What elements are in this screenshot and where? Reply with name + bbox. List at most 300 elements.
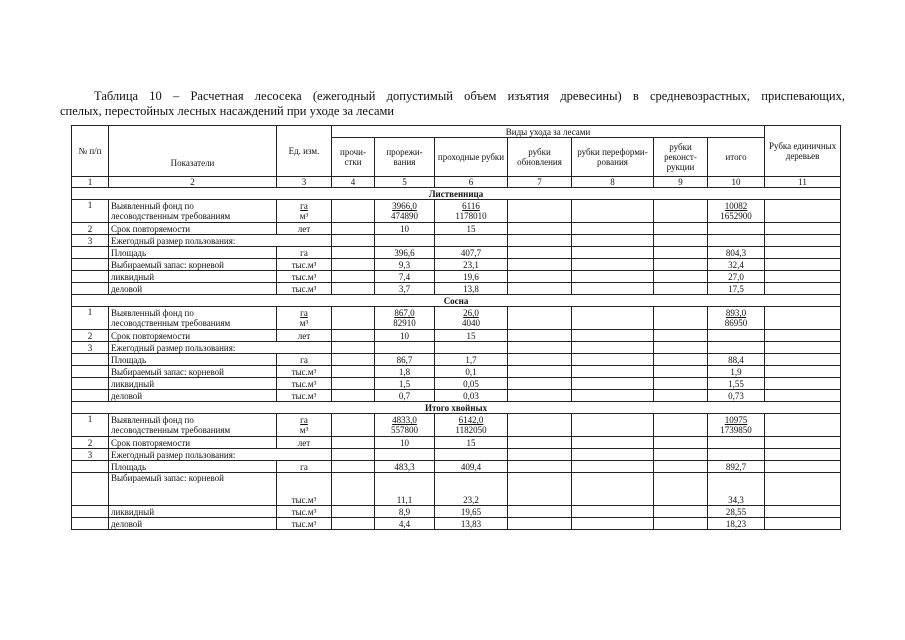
row-label-line: Выявленный фонд по bbox=[111, 308, 194, 318]
table-caption bbox=[60, 89, 845, 119]
empty-cell bbox=[572, 473, 654, 506]
row-unit bbox=[277, 414, 332, 437]
prorezh-cell bbox=[375, 414, 435, 437]
caption-line-2: спелых, перестойных лесных насаждений при уходе за лесами bbox=[60, 104, 395, 118]
empty-cell bbox=[508, 271, 572, 283]
empty-cell bbox=[572, 414, 654, 437]
empty-cell bbox=[572, 330, 654, 342]
table-row bbox=[72, 247, 841, 259]
header-unit: Ед. изм. bbox=[277, 126, 332, 177]
table-row bbox=[72, 414, 841, 437]
row-unit bbox=[277, 200, 332, 223]
row-number: 1 bbox=[72, 414, 109, 437]
row-label: ликвидный bbox=[109, 378, 277, 390]
row-unit: тыс.м³ bbox=[277, 259, 332, 271]
row-number: 2 bbox=[72, 223, 109, 235]
empty-cell bbox=[654, 414, 708, 437]
row-number bbox=[72, 271, 109, 283]
prorezh-cell: 11,1 bbox=[375, 473, 435, 506]
unit-value: м³ bbox=[299, 211, 309, 221]
itogo-cell: 892,7 bbox=[708, 461, 765, 473]
empty-cell bbox=[765, 378, 841, 390]
empty-cell bbox=[654, 390, 708, 402]
row-unit: тыс.м³ bbox=[277, 366, 332, 378]
empty-cell bbox=[332, 235, 375, 247]
empty-cell bbox=[508, 354, 572, 366]
empty-cell bbox=[332, 271, 375, 283]
prokh-cell: 15 bbox=[435, 330, 508, 342]
prorezh-cell bbox=[375, 200, 435, 223]
row-label: Площадь bbox=[109, 247, 277, 259]
empty-cell bbox=[765, 473, 841, 506]
empty-cell bbox=[572, 307, 654, 330]
row-unit: тыс.м³ bbox=[277, 390, 332, 402]
itogo-cell: 88,4 bbox=[708, 354, 765, 366]
empty-cell bbox=[508, 378, 572, 390]
row-number: 1 bbox=[72, 200, 109, 223]
row-label: Ежегодный размер пользования: bbox=[109, 449, 332, 461]
itogo-cell: 34,3 bbox=[708, 473, 765, 506]
value: 10082 bbox=[724, 201, 748, 211]
col-number: 10 bbox=[708, 177, 765, 188]
header-prokhodnye: проходные рубки bbox=[435, 138, 508, 177]
row-unit: тыс.м³ bbox=[277, 283, 332, 295]
value: 6116 bbox=[462, 201, 480, 211]
table-row bbox=[72, 235, 841, 247]
row-number bbox=[72, 390, 109, 402]
row-label: Площадь bbox=[109, 461, 277, 473]
empty-cell bbox=[508, 366, 572, 378]
empty-cell bbox=[572, 342, 654, 354]
row-number: 1 bbox=[72, 307, 109, 330]
column-numbers-row bbox=[72, 177, 841, 188]
itogo-cell bbox=[708, 200, 765, 223]
empty-cell bbox=[332, 378, 375, 390]
header-single-trees: Рубка единичных деревьев bbox=[765, 126, 841, 177]
col-number: 2 bbox=[109, 177, 277, 188]
row-label bbox=[109, 307, 277, 330]
empty-cell bbox=[332, 414, 375, 437]
header-num: № п/п bbox=[72, 126, 109, 177]
prorezh-cell bbox=[375, 307, 435, 330]
empty-cell bbox=[708, 449, 765, 461]
prokh-cell bbox=[435, 200, 508, 223]
unit-value: м³ bbox=[299, 318, 309, 328]
prokh-cell: 19,65 bbox=[435, 506, 508, 518]
row-number bbox=[72, 354, 109, 366]
empty-cell bbox=[572, 518, 654, 530]
empty-cell bbox=[508, 330, 572, 342]
itogo-cell: 27,0 bbox=[708, 271, 765, 283]
itogo-cell: 28,55 bbox=[708, 506, 765, 518]
empty-cell bbox=[654, 518, 708, 530]
itogo-cell: 32,4 bbox=[708, 259, 765, 271]
empty-cell bbox=[654, 247, 708, 259]
empty-cell bbox=[508, 437, 572, 449]
empty-cell bbox=[765, 390, 841, 402]
empty-cell bbox=[332, 259, 375, 271]
unit-value: м³ bbox=[299, 425, 309, 435]
row-number bbox=[72, 259, 109, 271]
value: 1178010 bbox=[455, 211, 487, 221]
value: 1739850 bbox=[720, 425, 752, 435]
row-label: Выбираемый запас: корневой bbox=[109, 473, 277, 506]
prorezh-cell: 1,8 bbox=[375, 366, 435, 378]
prokh-cell: 0,05 bbox=[435, 378, 508, 390]
empty-cell bbox=[332, 390, 375, 402]
value: 1652900 bbox=[720, 211, 752, 221]
empty-cell bbox=[572, 283, 654, 295]
empty-cell bbox=[508, 342, 572, 354]
header-pereformirovaniya: рубки переформи-рования bbox=[572, 138, 654, 177]
row-label: Выбираемый запас: корневой bbox=[109, 259, 277, 271]
empty-cell bbox=[654, 354, 708, 366]
row-unit: га bbox=[277, 354, 332, 366]
prorezh-cell: 3,7 bbox=[375, 283, 435, 295]
empty-cell bbox=[708, 223, 765, 235]
empty-cell bbox=[508, 449, 572, 461]
prorezh-cell: 10 bbox=[375, 223, 435, 235]
col-number: 7 bbox=[508, 177, 572, 188]
value: 4833,0 bbox=[392, 415, 417, 425]
row-label: ликвидный bbox=[109, 506, 277, 518]
empty-cell bbox=[654, 235, 708, 247]
empty-cell bbox=[765, 354, 841, 366]
empty-cell bbox=[765, 271, 841, 283]
col-number: 1 bbox=[72, 177, 109, 188]
empty-cell bbox=[765, 342, 841, 354]
empty-cell bbox=[708, 437, 765, 449]
row-label: деловой bbox=[109, 518, 277, 530]
empty-cell bbox=[332, 449, 375, 461]
empty-cell bbox=[654, 506, 708, 518]
table-row bbox=[72, 200, 841, 223]
value: 893,0 bbox=[725, 308, 747, 318]
empty-cell bbox=[508, 506, 572, 518]
row-unit: тыс.м³ bbox=[277, 271, 332, 283]
row-label: Срок повторяемости bbox=[109, 223, 277, 235]
row-number: 2 bbox=[72, 330, 109, 342]
empty-cell bbox=[765, 506, 841, 518]
row-number: 3 bbox=[72, 342, 109, 354]
row-label-line: лесоводственным требованиям bbox=[111, 425, 231, 435]
prokh-cell: 0,03 bbox=[435, 390, 508, 402]
empty-cell bbox=[508, 414, 572, 437]
prokh-cell bbox=[435, 307, 508, 330]
row-number bbox=[72, 378, 109, 390]
value: 867,0 bbox=[394, 308, 415, 318]
empty-cell bbox=[332, 354, 375, 366]
empty-cell bbox=[508, 307, 572, 330]
row-number bbox=[72, 506, 109, 518]
table-row bbox=[72, 449, 841, 461]
value: 86950 bbox=[724, 318, 748, 328]
empty-cell bbox=[332, 366, 375, 378]
table-row bbox=[72, 307, 841, 330]
empty-cell bbox=[375, 449, 435, 461]
empty-cell bbox=[332, 223, 375, 235]
empty-cell bbox=[708, 342, 765, 354]
empty-cell bbox=[708, 235, 765, 247]
row-unit: га bbox=[277, 247, 332, 259]
col-number: 9 bbox=[654, 177, 708, 188]
empty-cell bbox=[572, 437, 654, 449]
empty-cell bbox=[654, 366, 708, 378]
row-unit: тыс.м³ bbox=[277, 473, 332, 506]
itogo-cell bbox=[708, 307, 765, 330]
empty-cell bbox=[508, 259, 572, 271]
section-title: Лиственница bbox=[72, 188, 841, 200]
empty-cell bbox=[765, 223, 841, 235]
empty-cell bbox=[332, 283, 375, 295]
row-label: Площадь bbox=[109, 354, 277, 366]
row-label: Срок повторяемости bbox=[109, 437, 277, 449]
itogo-cell bbox=[708, 414, 765, 437]
table-row bbox=[72, 473, 841, 506]
empty-cell bbox=[435, 342, 508, 354]
empty-cell bbox=[765, 235, 841, 247]
row-unit: га bbox=[277, 461, 332, 473]
caption-line-1: Таблица 10 – Расчетная лесосека (ежегодный допустимый объем изъятия древесины) в средневозрастных, приспевающих, bbox=[94, 89, 845, 103]
col-number: 3 bbox=[277, 177, 332, 188]
itogo-cell: 17,5 bbox=[708, 283, 765, 295]
value: 82910 bbox=[393, 318, 416, 328]
prokh-cell: 19,6 bbox=[435, 271, 508, 283]
value: 3966,0 bbox=[392, 201, 417, 211]
prorezh-cell: 7,4 bbox=[375, 271, 435, 283]
empty-cell bbox=[654, 223, 708, 235]
unit-value: га bbox=[300, 415, 308, 425]
col-number: 8 bbox=[572, 177, 654, 188]
itogo-cell: 1,55 bbox=[708, 378, 765, 390]
header-prorezhivaniya: прорежи-вания bbox=[375, 138, 435, 177]
prokh-cell: 23,2 bbox=[435, 473, 508, 506]
empty-cell bbox=[572, 506, 654, 518]
row-label: деловой bbox=[109, 390, 277, 402]
empty-cell bbox=[572, 449, 654, 461]
empty-cell bbox=[654, 271, 708, 283]
value: 10975 bbox=[724, 415, 748, 425]
value: 474890 bbox=[391, 211, 418, 221]
empty-cell bbox=[765, 518, 841, 530]
prorezh-cell: 396,6 bbox=[375, 247, 435, 259]
table-row bbox=[72, 342, 841, 354]
prokh-cell: 13,8 bbox=[435, 283, 508, 295]
empty-cell bbox=[508, 473, 572, 506]
empty-cell bbox=[332, 330, 375, 342]
forest-care-table bbox=[71, 125, 841, 530]
row-label bbox=[109, 414, 277, 437]
empty-cell bbox=[765, 200, 841, 223]
empty-cell bbox=[765, 366, 841, 378]
row-label: Ежегодный размер пользования: bbox=[109, 235, 332, 247]
value: 4040 bbox=[462, 318, 480, 328]
table-row bbox=[72, 271, 841, 283]
row-number bbox=[72, 461, 109, 473]
itogo-cell: 18,23 bbox=[708, 518, 765, 530]
empty-cell bbox=[654, 473, 708, 506]
empty-cell bbox=[765, 259, 841, 271]
empty-cell bbox=[765, 283, 841, 295]
value: 26,0 bbox=[463, 308, 479, 318]
row-label bbox=[109, 200, 277, 223]
row-unit: тыс.м³ bbox=[277, 378, 332, 390]
empty-cell bbox=[572, 223, 654, 235]
prorezh-cell: 4,4 bbox=[375, 518, 435, 530]
empty-cell bbox=[654, 307, 708, 330]
empty-cell bbox=[508, 223, 572, 235]
empty-cell bbox=[508, 283, 572, 295]
empty-cell bbox=[332, 437, 375, 449]
table-row bbox=[72, 518, 841, 530]
table-row bbox=[72, 259, 841, 271]
prorezh-cell: 483,3 bbox=[375, 461, 435, 473]
empty-cell bbox=[332, 473, 375, 506]
prokh-cell: 409,4 bbox=[435, 461, 508, 473]
empty-cell bbox=[332, 518, 375, 530]
prorezh-cell: 1,5 bbox=[375, 378, 435, 390]
empty-cell bbox=[508, 518, 572, 530]
empty-cell bbox=[654, 200, 708, 223]
table-row bbox=[72, 283, 841, 295]
row-unit bbox=[277, 307, 332, 330]
row-number bbox=[72, 247, 109, 259]
row-label-line: Выявленный фонд по bbox=[111, 415, 194, 425]
empty-cell bbox=[765, 247, 841, 259]
row-number bbox=[72, 518, 109, 530]
empty-cell bbox=[572, 378, 654, 390]
empty-cell bbox=[654, 330, 708, 342]
table-row bbox=[72, 437, 841, 449]
prorezh-cell: 10 bbox=[375, 437, 435, 449]
value: 6142,0 bbox=[458, 415, 484, 425]
header-prochistki: прочи-стки bbox=[332, 138, 375, 177]
row-label-line: Выявленный фонд по bbox=[111, 201, 194, 211]
prokh-cell: 15 bbox=[435, 437, 508, 449]
row-number: 3 bbox=[72, 235, 109, 247]
row-label: Выбираемый запас: корневой bbox=[109, 366, 277, 378]
empty-cell bbox=[654, 449, 708, 461]
empty-cell bbox=[508, 461, 572, 473]
row-number: 2 bbox=[72, 437, 109, 449]
header-rekonstruktsii: рубки реконст-рукции bbox=[654, 138, 708, 177]
prorezh-cell: 0,7 bbox=[375, 390, 435, 402]
itogo-cell: 804,3 bbox=[708, 247, 765, 259]
empty-cell bbox=[332, 247, 375, 259]
empty-cell bbox=[435, 235, 508, 247]
empty-cell bbox=[572, 200, 654, 223]
header-obnovleniya: рубки обновления bbox=[508, 138, 572, 177]
table-row bbox=[72, 223, 841, 235]
row-unit: тыс.м³ bbox=[277, 518, 332, 530]
prokh-cell: 23,1 bbox=[435, 259, 508, 271]
prorezh-cell: 86,7 bbox=[375, 354, 435, 366]
empty-cell bbox=[435, 449, 508, 461]
empty-cell bbox=[332, 307, 375, 330]
table-row bbox=[72, 378, 841, 390]
header-care-group: Виды ухода за лесами bbox=[332, 126, 765, 138]
table-row bbox=[72, 461, 841, 473]
empty-cell bbox=[508, 247, 572, 259]
empty-cell bbox=[765, 414, 841, 437]
row-unit: лет bbox=[277, 330, 332, 342]
empty-cell bbox=[508, 235, 572, 247]
itogo-cell: 1,9 bbox=[708, 366, 765, 378]
col-number: 5 bbox=[375, 177, 435, 188]
empty-cell bbox=[572, 247, 654, 259]
empty-cell bbox=[765, 449, 841, 461]
row-label: Ежегодный размер пользования: bbox=[109, 342, 332, 354]
section-title: Сосна bbox=[72, 295, 841, 307]
empty-cell bbox=[654, 437, 708, 449]
empty-cell bbox=[572, 366, 654, 378]
row-number bbox=[72, 366, 109, 378]
empty-cell bbox=[765, 461, 841, 473]
row-number bbox=[72, 473, 109, 506]
itogo-cell: 0,73 bbox=[708, 390, 765, 402]
empty-cell bbox=[332, 506, 375, 518]
value: 1182050 bbox=[455, 425, 487, 435]
table-row bbox=[72, 506, 841, 518]
empty-cell bbox=[375, 342, 435, 354]
value: 557800 bbox=[391, 425, 418, 435]
prorezh-cell: 9,3 bbox=[375, 259, 435, 271]
prokh-cell: 13,83 bbox=[435, 518, 508, 530]
prorezh-cell: 10 bbox=[375, 330, 435, 342]
empty-cell bbox=[765, 330, 841, 342]
header-indicators: Показатели bbox=[109, 126, 277, 177]
empty-cell bbox=[572, 235, 654, 247]
row-label: деловой bbox=[109, 283, 277, 295]
row-number bbox=[72, 283, 109, 295]
prokh-cell: 15 bbox=[435, 223, 508, 235]
empty-cell bbox=[332, 461, 375, 473]
empty-cell bbox=[654, 283, 708, 295]
empty-cell bbox=[654, 342, 708, 354]
col-number: 6 bbox=[435, 177, 508, 188]
row-label-line: лесоводственным требованиям bbox=[111, 318, 231, 328]
col-number: 4 bbox=[332, 177, 375, 188]
prokh-cell bbox=[435, 414, 508, 437]
row-unit: лет bbox=[277, 223, 332, 235]
row-label: Срок повторяемости bbox=[109, 330, 277, 342]
empty-cell bbox=[572, 271, 654, 283]
table-row bbox=[72, 330, 841, 342]
col-number: 11 bbox=[765, 177, 841, 188]
empty-cell bbox=[572, 461, 654, 473]
prokh-cell: 1,7 bbox=[435, 354, 508, 366]
table-row bbox=[72, 366, 841, 378]
row-number: 3 bbox=[72, 449, 109, 461]
prorezh-cell: 8,9 bbox=[375, 506, 435, 518]
empty-cell bbox=[572, 259, 654, 271]
empty-cell bbox=[332, 200, 375, 223]
empty-cell bbox=[654, 461, 708, 473]
empty-cell bbox=[708, 330, 765, 342]
empty-cell bbox=[765, 307, 841, 330]
table-row bbox=[72, 390, 841, 402]
section-title: Итого хвойных bbox=[72, 402, 841, 414]
row-label: ликвидный bbox=[109, 271, 277, 283]
empty-cell bbox=[654, 378, 708, 390]
prokh-cell: 0,1 bbox=[435, 366, 508, 378]
empty-cell bbox=[375, 235, 435, 247]
unit-value: га bbox=[300, 308, 308, 318]
empty-cell bbox=[654, 259, 708, 271]
empty-cell bbox=[332, 342, 375, 354]
row-unit: лет bbox=[277, 437, 332, 449]
row-label-line: лесоводственным требованиям bbox=[111, 211, 231, 221]
